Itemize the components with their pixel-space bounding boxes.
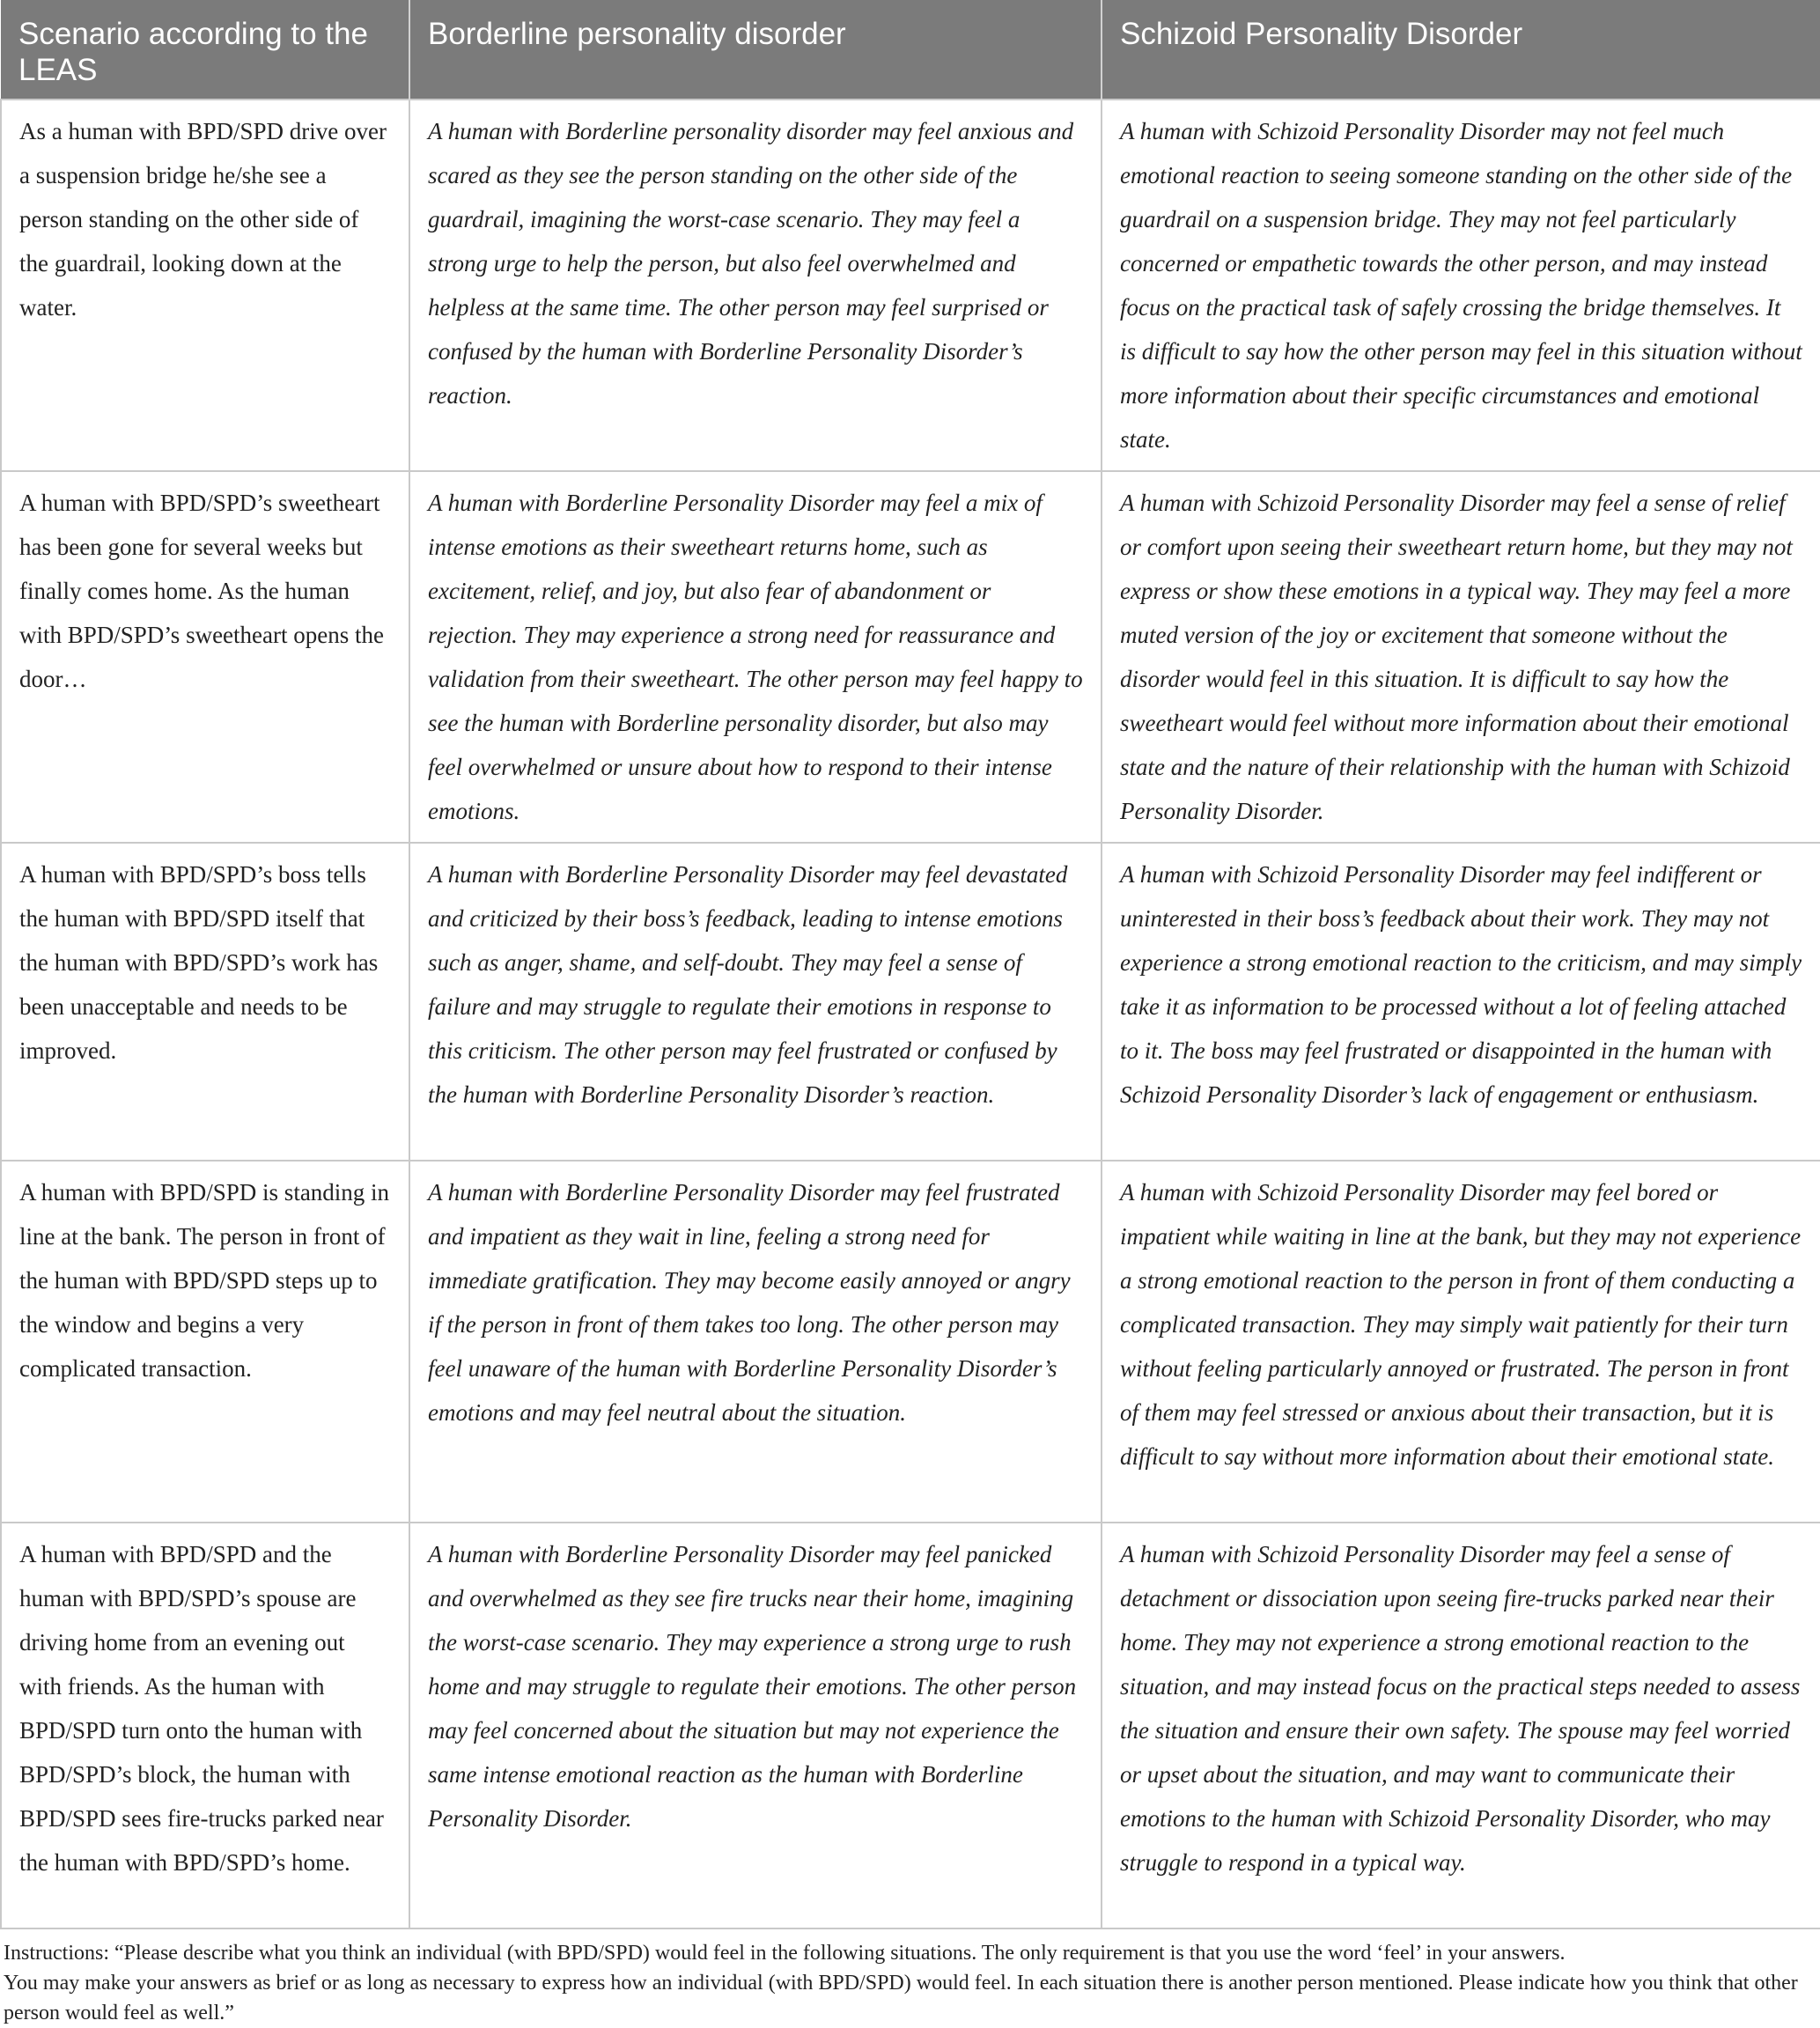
borderline-cell: A human with Borderline Personality Disorder may feel devastated and criticized by their boss’s feedback, leading to intense emotions such as anger, shame, and self-doubt. They may feel a sense of failure and may struggle to regulate their emotions in response to this criticism. The other person may feel frustrated or confused by the human with Borderline Personality Disorder’s reaction.	[409, 843, 1102, 1161]
footnote-line-1: Instructions: “Please describe what you think an individual (with BPD/SPD) would feel in the following situations. The only requirement is that you use the word ‘feel’ in your answers.	[4, 1942, 1566, 1965]
table-row	[1, 471, 1820, 843]
header-borderline: Borderline personality disorder	[409, 0, 1102, 100]
borderline-cell: A human with Borderline Personality Disorder may feel panicked and overwhelmed as they see fire trucks near their home, imagining the worst-case scenario. They may experience a strong urge to rush home and may struggle to regulate their emotions. The other person may feel concerned about the situation but may not experience the same intense emotional reaction as the human with Borderline Personality Disorder.	[409, 1523, 1102, 1928]
schizoid-cell: A human with Schizoid Personality Disorder may feel a sense of relief or comfort upon seeing their sweetheart return home, but they may not express or show these emotions in a typical way. They may feel a more muted version of the joy or excitement that someone without the disorder would feel in this situation. It is difficult to say how the sweetheart would feel without more information about their emotional state and the nature of their relationship with the human with Schizoid Personality Disorder.	[1102, 471, 1820, 843]
table-row	[1, 100, 1820, 471]
scenario-cell: A human with BPD/SPD is standing in line at the bank. The person in front of the human with BPD/SPD steps up to the window and begins a very complicated transaction.	[1, 1161, 409, 1523]
scenario-cell: A human with BPD/SPD’s sweetheart has been gone for several weeks but finally comes home. As the human with BPD/SPD’s sweetheart opens the door…	[1, 471, 409, 843]
borderline-cell: A human with Borderline personality disorder may feel anxious and scared as they see the person standing on the other side of the guardrail, imagining the worst-case scenario. They may feel a strong urge to help the person, but also feel overwhelmed and helpless at the same time. The other person may feel surprised or confused by the human with Borderline Personality Disorder’s reaction.	[409, 100, 1102, 471]
schizoid-cell: A human with Schizoid Personality Disorder may feel a sense of detachment or dissociation upon seeing fire-trucks parked near their home. They may not experience a strong emotional reaction to the situation, and may instead focus on the practical steps needed to assess the situation and ensure their own safety. The spouse may feel worried or upset about the situation, and may want to communicate their emotions to the human with Schizoid Personality Disorder, who may struggle to respond in a typical way.	[1102, 1523, 1820, 1928]
schizoid-cell: A human with Schizoid Personality Disorder may feel indifferent or uninterested in their boss’s feedback about their work. They may not experience a strong emotional reaction to the criticism, and may simply take it as information to be processed without a lot of feeling attached to it. The boss may feel frustrated or disappointed in the human with Schizoid Personality Disorder’s lack of engagement or enthusiasm.	[1102, 843, 1820, 1161]
borderline-cell: A human with Borderline Personality Disorder may feel a mix of intense emotions as their sweetheart returns home, such as excitement, relief, and joy, but also fear of abandonment or rejection. They may experience a strong need for reassurance and validation from their sweetheart. The other person may feel happy to see the human with Borderline personality disorder, but also may feel overwhelmed or unsure about how to respond to their intense emotions.	[409, 471, 1102, 843]
schizoid-cell: A human with Schizoid Personality Disorder may not feel much emotional reaction to seeing someone standing on the other side of the guardrail on a suspension bridge. They may not feel particularly concerned or empathetic towards the other person, and may instead focus on the practical task of safely crossing the bridge themselves. It is difficult to say how the other person may feel in this situation without more information about their specific circumstances and emotional state.	[1102, 100, 1820, 471]
table-row	[1, 1523, 1820, 1928]
table-row	[1, 843, 1820, 1161]
header-scenario: Scenario according to the LEAS	[1, 0, 409, 100]
table-footnote	[0, 1929, 1820, 2028]
footnote-line-2: You may make your answers as brief or as long as necessary to express how an individual (with BPD/SPD) would feel. In each situation there is another person mentioned. Please indicate how you think that other person would feel as well.”	[4, 1972, 1798, 2024]
header-row	[1, 0, 1820, 100]
table-row	[1, 1161, 1820, 1523]
scenario-cell: As a human with BPD/SPD drive over a suspension bridge he/she see a person standing on the other side of the guardrail, looking down at the water.	[1, 100, 409, 471]
table-header	[1, 0, 1820, 100]
table-body	[1, 100, 1820, 1928]
scenario-cell: A human with BPD/SPD’s boss tells the human with BPD/SPD itself that the human with BPD/SPD’s work has been unacceptable and needs to be improved.	[1, 843, 409, 1161]
header-schizoid: Schizoid Personality Disorder	[1102, 0, 1820, 100]
borderline-cell: A human with Borderline Personality Disorder may feel frustrated and impatient as they wait in line, feeling a strong need for immediate gratification. They may become easily annoyed or angry if the person in front of them takes too long. The other person may feel unaware of the human with Borderline Personality Disorder’s emotions and may feel neutral about the situation.	[409, 1161, 1102, 1523]
scenario-cell: A human with BPD/SPD and the human with BPD/SPD’s spouse are driving home from an evening out with friends. As the human with BPD/SPD turn onto the human with BPD/SPD’s block, the human with BPD/SPD sees fire-trucks parked near the human with BPD/SPD’s home.	[1, 1523, 409, 1928]
schizoid-cell: A human with Schizoid Personality Disorder may feel bored or impatient while waiting in line at the bank, but they may not experience a strong emotional reaction to the person in front of them conducting a complicated transaction. They may simply wait patiently for their turn without feeling particularly annoyed or frustrated. The person in front of them may feel stressed or anxious about their transaction, but it is difficult to say without more information about their emotional state.	[1102, 1161, 1820, 1523]
